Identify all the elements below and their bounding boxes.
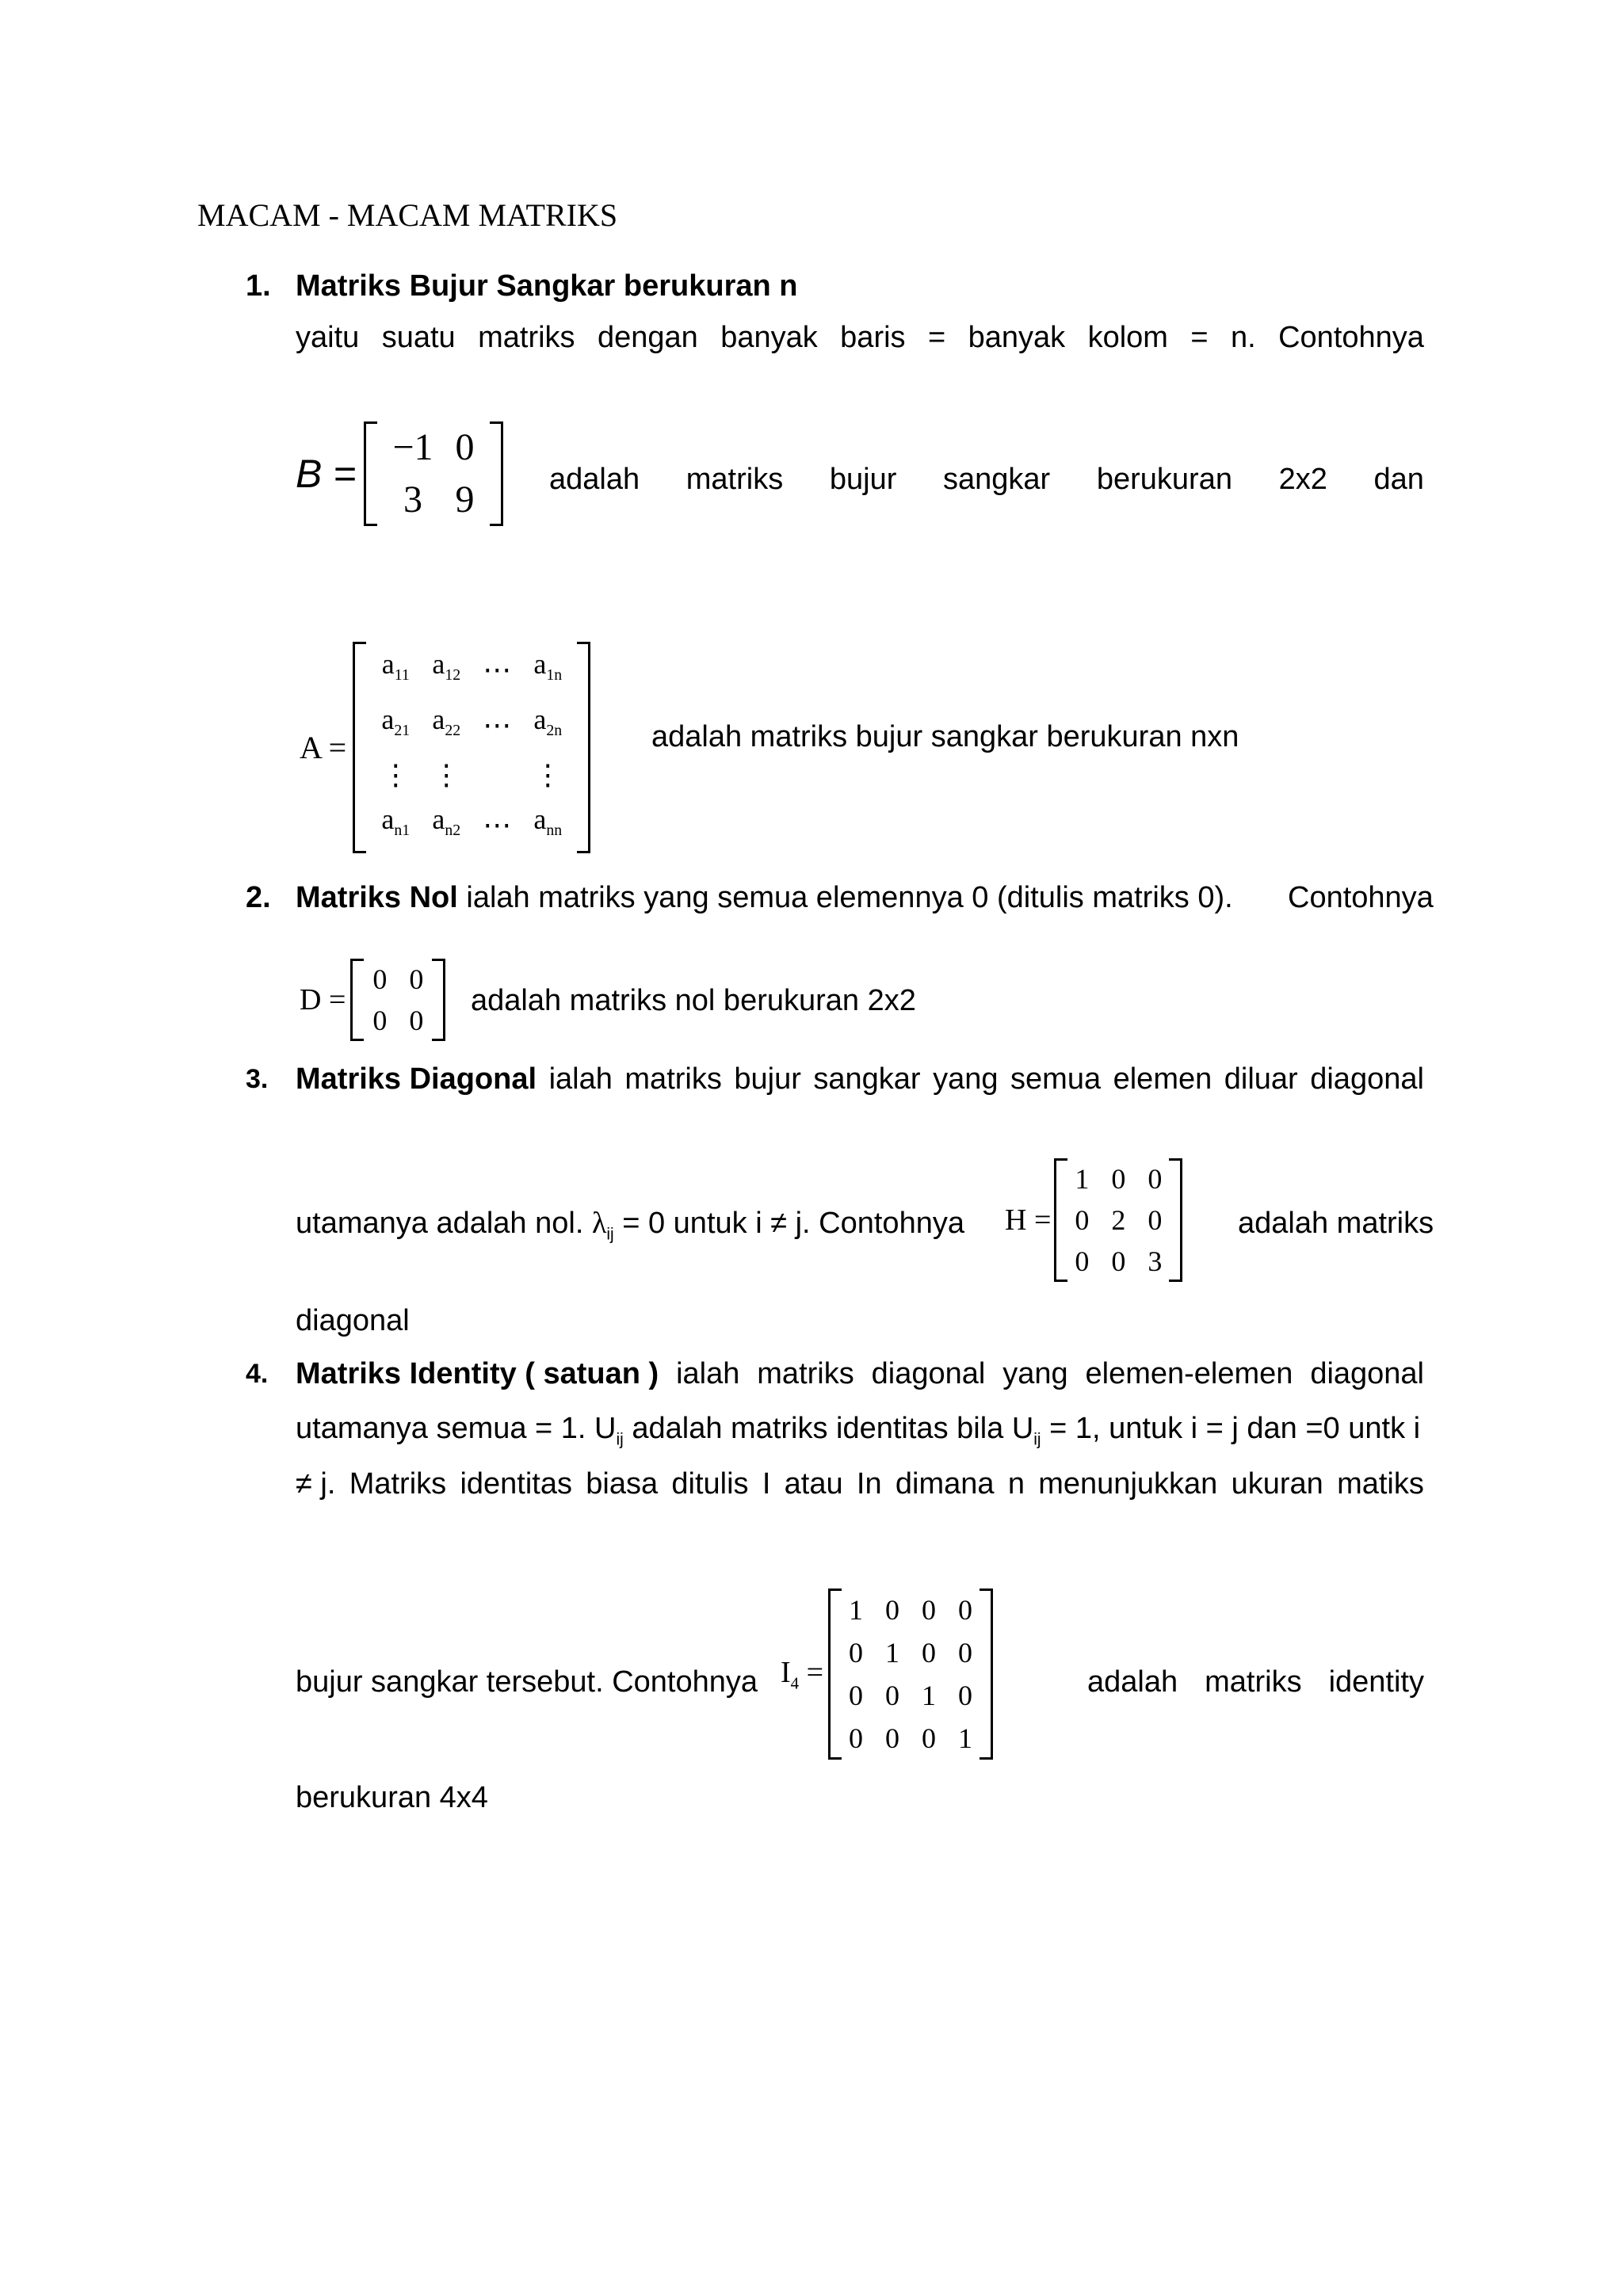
word: diagonal	[871, 1357, 986, 1390]
word: sangkar	[943, 463, 1051, 496]
word: bujur	[829, 463, 897, 496]
matrix-cell: $a_{nn}$	[533, 803, 563, 840]
word: dan	[1373, 463, 1424, 496]
bracket-left	[364, 421, 377, 526]
word: matiks	[1337, 1467, 1424, 1501]
word: yang	[1002, 1357, 1068, 1390]
bracket-right	[490, 421, 503, 526]
word: adalah	[549, 463, 640, 496]
matrix-cell: 0	[372, 1005, 388, 1036]
matrix-cell: 0	[958, 1637, 973, 1669]
matrix-cell: ⋯	[483, 709, 512, 742]
word: banyak	[968, 321, 1066, 354]
bracket-right	[1169, 1158, 1182, 1282]
word: matriks	[685, 463, 784, 496]
matrix-cell: $a_{2n}$	[533, 704, 563, 740]
matrix-cell: 0	[922, 1722, 937, 1754]
section-2-contoh: Contohnya	[1288, 881, 1434, 914]
matrix-cell	[472, 753, 522, 797]
matrix-d-equation	[300, 959, 445, 1041]
section-3-text-a: utamanya adalah nol.	[296, 1207, 584, 1240]
matrix-cell: $a_{11}$	[381, 648, 410, 685]
matrix-cell: $a_{n2}$	[432, 803, 461, 840]
matrix-i4-text	[1087, 1664, 1424, 1700]
matrix-cell: 0	[958, 1680, 973, 1711]
matrix-cell: 0	[922, 1594, 937, 1626]
matrix-cell: 0	[1148, 1163, 1163, 1195]
word: =	[927, 321, 946, 354]
word: I	[762, 1467, 771, 1501]
section-3-line-3: diagonal	[296, 1304, 410, 1337]
matrix-cell: $a_{12}$	[432, 648, 461, 685]
word: suatu	[381, 321, 456, 354]
word: n.	[1230, 321, 1256, 354]
matrix-cell: 1	[849, 1594, 864, 1626]
section-2-line-1	[296, 879, 1233, 916]
word: identity	[1328, 1665, 1424, 1699]
word: adalah	[1087, 1665, 1178, 1699]
matrix-cell: 0	[958, 1594, 973, 1626]
word: Contohnya	[1278, 321, 1424, 354]
word: n	[1007, 1467, 1025, 1501]
matrix-cell: 0	[1075, 1245, 1090, 1277]
word: ditulis	[671, 1467, 749, 1501]
word: baris	[840, 321, 906, 354]
bracket-left	[353, 642, 366, 853]
matrix-a-equation	[300, 642, 590, 853]
matrix-cell: 0	[1111, 1163, 1126, 1195]
matrix-cell: 1	[958, 1722, 973, 1754]
section-3-text-b: = 0 untuk i ≠ j. Contohnya	[622, 1207, 964, 1240]
matrix-cell: 0	[922, 1637, 937, 1669]
word: semua	[1010, 1062, 1102, 1096]
bracket-left	[350, 959, 364, 1041]
word: kolom	[1087, 321, 1168, 354]
section-4-text-a: utamanya semua = 1. U	[296, 1412, 617, 1445]
matrix-a-label: A =	[300, 729, 347, 765]
matrix-a-text: adalah matriks bujur sangkar berukuran nxn	[651, 720, 1239, 753]
page-title: MACAM - MACAM MATRIKS	[197, 197, 618, 233]
matrix-cell: ⋯	[483, 654, 512, 686]
word: diagonal	[1310, 1062, 1424, 1096]
section-4-line-4: bujur sangkar tersebut. Contohnya	[296, 1665, 758, 1699]
matrix-cell: 2	[1111, 1204, 1126, 1236]
section-4-text-b: adalah matriks identitas bila U	[632, 1412, 1034, 1445]
matrix-cell: 0	[885, 1680, 900, 1711]
section-4-number: 4.	[246, 1359, 269, 1389]
section-2-text: ialah matriks yang semua elemennya 0 (ditulis matriks 0).	[466, 881, 1233, 914]
section-4-line-3	[296, 1466, 1424, 1502]
word: 2x2	[1278, 463, 1327, 496]
word: diluar	[1224, 1062, 1298, 1096]
lambda-subscript: ij	[606, 1225, 614, 1244]
matrix-cell: $a_{n1}$	[381, 803, 411, 840]
section-1-number: 1.	[246, 269, 271, 303]
u-subscript: ij	[616, 1430, 624, 1449]
matrix-cell: 0	[1148, 1204, 1163, 1236]
word: ukuran	[1231, 1467, 1323, 1501]
matrix-cell: 9	[455, 479, 475, 521]
matrix-cell: $a_{21}$	[381, 704, 411, 740]
word: yang	[933, 1062, 999, 1096]
matrix-cell: 0	[1075, 1204, 1090, 1236]
word: matriks	[624, 1062, 722, 1096]
section-4-line-2	[296, 1410, 1420, 1459]
section-4-line-5: berukuran 4x4	[296, 1781, 488, 1814]
matrix-d-label: D =	[300, 983, 346, 1016]
matrix-h	[1054, 1158, 1182, 1282]
matrix-cell: 0	[849, 1680, 864, 1711]
matrix-cell: 0	[1111, 1245, 1126, 1277]
word: identitas	[460, 1467, 572, 1501]
section-3-number: 3.	[246, 1064, 269, 1094]
word: ialah	[676, 1357, 740, 1390]
word: dimana	[895, 1467, 995, 1501]
word: =	[1190, 321, 1209, 354]
matrix-i4	[828, 1589, 993, 1760]
word: atau	[784, 1467, 843, 1501]
matrix-cell: 0	[849, 1722, 864, 1754]
word: Matriks	[349, 1467, 447, 1501]
matrix-d-text: adalah matriks nol berukuran 2x2	[471, 984, 916, 1017]
bracket-left	[828, 1589, 842, 1760]
matrix-h-text: adalah matriks	[1238, 1207, 1434, 1240]
word: elemen-elemen	[1085, 1357, 1293, 1390]
matrix-b-text	[549, 461, 1424, 498]
matrix-cell: 1	[1075, 1163, 1090, 1195]
word: dengan	[597, 321, 698, 354]
matrix-i4-label: $I_4$ =	[781, 1655, 824, 1693]
word: menunjukkan	[1038, 1467, 1218, 1501]
word: ≠ j.	[296, 1467, 336, 1501]
word: matriks	[1205, 1665, 1302, 1699]
bracket-right	[577, 642, 590, 853]
word: ialah	[548, 1062, 613, 1096]
bracket-right	[432, 959, 445, 1041]
word: matriks	[478, 321, 575, 354]
section-4-text-c: = 1, untuk i = j dan =0 untk i	[1049, 1412, 1421, 1445]
matrix-cell: 3	[1148, 1245, 1163, 1277]
matrix-cell: 0	[885, 1594, 900, 1626]
matrix-i4-equation	[781, 1589, 993, 1760]
matrix-cell: 3	[403, 479, 422, 521]
matrix-cell: ⋮	[533, 759, 563, 791]
matrix-b	[364, 421, 502, 526]
matrix-cell: 0	[409, 1005, 424, 1036]
word: elemen	[1113, 1062, 1212, 1096]
word: biasa	[586, 1467, 659, 1501]
matrix-a	[353, 642, 590, 853]
matrix-cell: $a_{1n}$	[533, 648, 563, 685]
matrix-cell: ⋯	[483, 809, 512, 841]
section-4-heading: Matriks Identity ( satuan )	[296, 1357, 659, 1390]
matrix-cell: 0	[849, 1637, 864, 1669]
word: diagonal	[1310, 1357, 1424, 1390]
matrix-cell: ⋮	[381, 759, 411, 791]
section-2-number: 2.	[246, 881, 271, 914]
u-subscript: ij	[1033, 1430, 1041, 1449]
matrix-b-equation	[296, 421, 503, 526]
matrix-cell: −1	[392, 426, 433, 468]
matrix-cell: 0	[409, 963, 424, 995]
lambda-symbol: λ	[591, 1207, 607, 1240]
word: In	[856, 1467, 882, 1501]
matrix-cell: 0	[455, 426, 475, 468]
bracket-right	[980, 1589, 993, 1760]
section-4-line-1	[296, 1356, 1424, 1392]
matrix-cell: $a_{22}$	[432, 704, 461, 740]
word: yaitu	[296, 321, 360, 354]
section-1-heading: Matriks Bujur Sangkar berukuran n	[296, 269, 798, 303]
word: berukuran	[1096, 463, 1232, 496]
section-1-line-1	[296, 319, 1424, 356]
section-3-line-2	[296, 1205, 964, 1253]
word: banyak	[720, 321, 818, 354]
section-2-heading: Matriks Nol	[296, 881, 458, 914]
word: bujur	[734, 1062, 801, 1096]
matrix-cell: 0	[372, 963, 388, 995]
matrix-b-label: B =	[296, 452, 357, 496]
matrix-d	[350, 959, 445, 1041]
matrix-cell: ⋮	[432, 759, 461, 791]
matrix-h-label: H =	[1005, 1203, 1052, 1237]
matrix-cell: 1	[885, 1637, 900, 1669]
section-3-line-1	[296, 1061, 1424, 1097]
matrix-cell: 0	[885, 1722, 900, 1754]
word: matriks	[757, 1357, 854, 1390]
matrix-cell: 1	[922, 1680, 937, 1711]
word: sangkar	[813, 1062, 921, 1096]
matrix-h-equation	[1005, 1158, 1182, 1282]
section-3-heading: Matriks Diagonal	[296, 1062, 537, 1096]
bracket-left	[1054, 1158, 1067, 1282]
